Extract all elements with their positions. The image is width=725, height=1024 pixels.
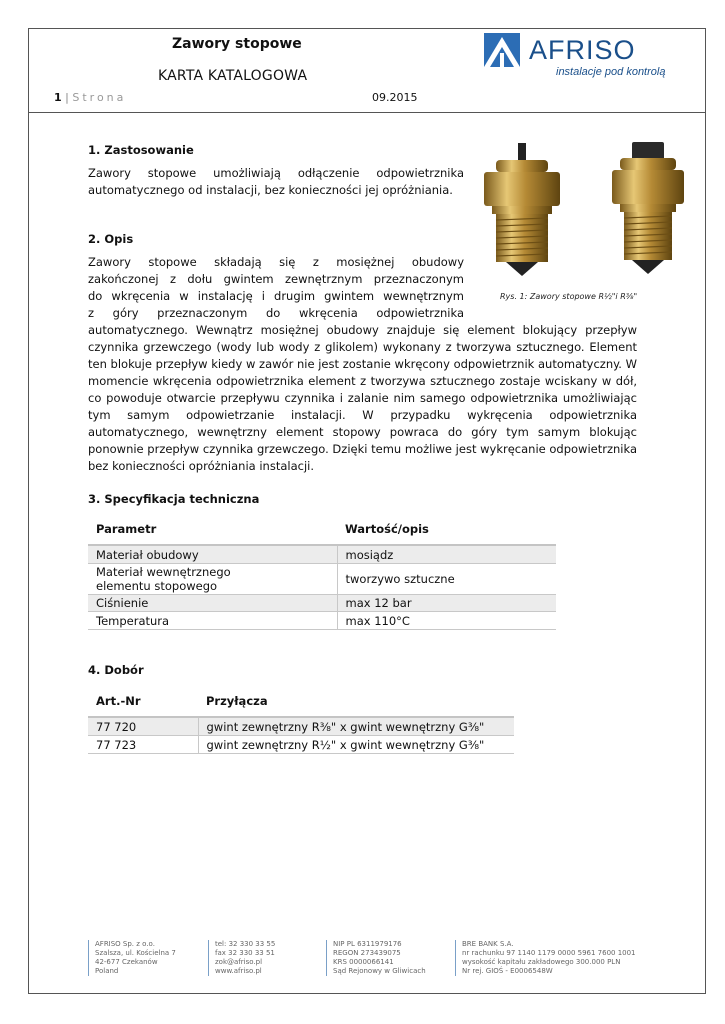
selection-connections: gwint zewnętrzny R⅜" x gwint wewnętrzny G⅜" xyxy=(198,717,514,736)
footer-line: KRS 0000066141 xyxy=(333,958,394,966)
section-2-line: z góry przeznaczonym do wkręcenia odpowietrznika xyxy=(88,306,464,320)
footer-line: NIP PL 6311979176 xyxy=(333,940,402,948)
logo-wordmark: AFRISO xyxy=(529,35,636,65)
selection-artnr: 77 720 xyxy=(88,717,198,736)
spec-param: Materiał wewnętrznego elementu stopowego xyxy=(88,564,337,595)
spec-value: mosiądz xyxy=(337,545,556,564)
footer-line: Nr rej. GIOŚ - E0006548W xyxy=(462,967,553,975)
footer-registry xyxy=(326,940,426,976)
spec-header-row xyxy=(88,514,556,545)
selection-header-artnr: Art.-Nr xyxy=(96,694,141,708)
selection-artnr: 77 723 xyxy=(88,736,198,754)
selection-header-row xyxy=(88,686,514,717)
section-1-text: Zawory stopowe umożliwiają odłączenie odpowietrznika automatycznego od instalacji, bez konieczności jej opróżniania. xyxy=(88,166,464,197)
section-3-heading: 3. Specyfikacja techniczna xyxy=(88,492,260,506)
section-2-text: automatycznego. Wewnątrz mosiężnej obudowy znajduje się element blokujący przepływ czynnika grzewczego (wody lub wody z glikolem) wykonany z tworzywa sztucznego. Element ten blokuje przepływ kiedy w zawór nie jest zostanie wkręcony odpowietrznik automatyczny. W momencie wkręcenia odpowietrznika element z tworzywa sztucznego zostaje wciskany w dół, co powoduje otwarcie przepływu czynnika i zalanie nim samego odpowietrznika umożliwiając tym samym odpowietrzanie instalacji. W przypadku wykręcenia odpowietrznika automatycznego, wewnętrzny element stopowy powraca do góry tym samym blokując ponownie przepływ czynnika grzewczego. Dzięki temu możliwe jest wykręcanie odpowietrznika bez konieczności opróżniania instalacji. xyxy=(88,323,637,473)
logo-tagline: instalacje pod kontrolą xyxy=(556,66,666,78)
spec-header-parameter: Parametr xyxy=(96,522,157,536)
section-2-line: zakończonej z dołu gwintem zewnętrznym przeznaczonym xyxy=(88,272,464,286)
valve-image-right xyxy=(604,138,690,278)
footer-line: fax 32 330 33 51 xyxy=(215,949,275,957)
spec-value: max 12 bar xyxy=(337,595,556,612)
spec-param: Ciśnienie xyxy=(88,595,337,612)
spec-table xyxy=(88,514,556,630)
table-row xyxy=(88,612,556,630)
page-indicator xyxy=(54,91,126,104)
footer-line: Szalsza, ul. Kościelna 7 xyxy=(95,949,176,957)
page-separator: | xyxy=(65,91,69,104)
footer-line: tel: 32 330 33 55 xyxy=(215,940,276,948)
footer-line: 42-677 Czekanów xyxy=(95,958,158,966)
figure-caption: Rys. 1: Zawory stopowe R½"i R⅜" xyxy=(500,292,638,301)
table-row xyxy=(88,564,556,595)
section-2-narrow-text xyxy=(88,254,464,322)
section-4-heading: 4. Dobór xyxy=(88,663,144,677)
valve-image-left xyxy=(478,138,568,278)
footer-line: Sąd Rejonowy w Gliwicach xyxy=(333,967,426,975)
selection-table xyxy=(88,686,514,754)
spec-value: max 110°C xyxy=(337,612,556,630)
spec-param: Temperatura xyxy=(88,612,337,630)
footer-line: BRE BANK S.A. xyxy=(462,940,514,948)
footer-line: zok@afriso.pl xyxy=(215,958,263,966)
footer-company xyxy=(88,940,176,976)
spec-value: tworzywo sztuczne xyxy=(337,564,556,595)
table-row xyxy=(88,736,514,754)
table-row xyxy=(88,717,514,736)
spec-param: Materiał obudowy xyxy=(88,545,337,564)
afriso-logo-icon xyxy=(484,33,520,67)
footer-line: AFRISO Sp. z o.o. xyxy=(95,940,155,948)
footer-line: wysokość kapitału zakładowego 300.000 PLN xyxy=(462,958,621,966)
table-row xyxy=(88,545,556,564)
afriso-logo xyxy=(484,33,684,85)
document-title: Zawory stopowe xyxy=(172,36,302,52)
footer-line: Poland xyxy=(95,967,119,975)
footer-bank xyxy=(455,940,636,976)
header-divider xyxy=(29,112,705,113)
section-2-line: Zawory stopowe składają się z mosiężnej obudowy xyxy=(88,255,464,269)
document-subtitle: KARTA KATALOGOWA xyxy=(158,68,308,84)
selection-header-connections: Przyłącza xyxy=(206,694,268,708)
footer-line: REGON 273439075 xyxy=(333,949,401,957)
document-date: 09.2015 xyxy=(372,91,418,104)
section-2-heading: 2. Opis xyxy=(88,232,134,246)
page-number: 1 xyxy=(54,91,62,104)
spec-header-value: Wartość/opis xyxy=(345,522,429,536)
footer-line: nr rachunku 97 1140 1179 0000 5961 7600 1001 xyxy=(462,949,636,957)
footer-contact xyxy=(208,940,275,976)
selection-connections: gwint zewnętrzny R½" x gwint wewnętrzny G⅜" xyxy=(198,736,514,754)
section-1-heading: 1. Zastosowanie xyxy=(88,143,194,157)
footer-line: www.afriso.pl xyxy=(215,967,262,975)
section-2-line: do wkręcenia w instalację i drugim gwintem wewnętrznym xyxy=(88,289,464,303)
table-row xyxy=(88,595,556,612)
page-label: Strona xyxy=(72,91,127,104)
